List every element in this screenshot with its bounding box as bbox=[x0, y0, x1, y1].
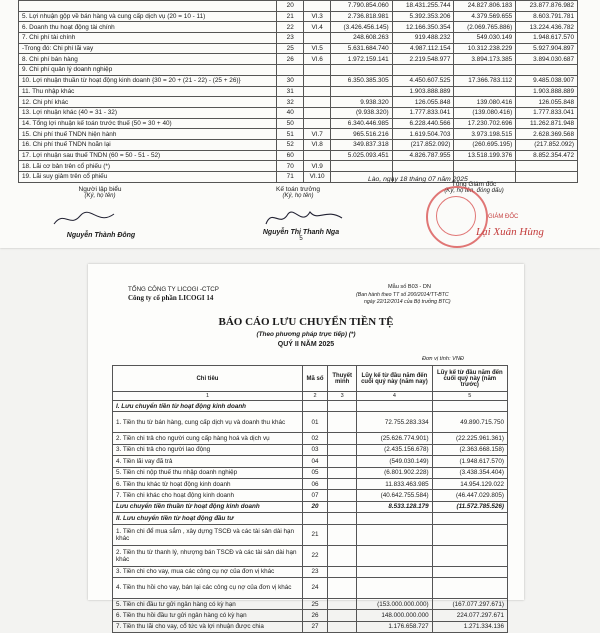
row-previous-quarter: 126.055.848 bbox=[392, 97, 454, 108]
row-note: VI.4 bbox=[304, 22, 330, 33]
row-ytd-previous: 9.485.038.907 bbox=[516, 75, 578, 86]
row-note: VI.5 bbox=[304, 43, 330, 54]
row-previous-quarter: 18.431.255.744 bbox=[392, 1, 454, 12]
row-code: 20 bbox=[277, 1, 304, 12]
row-ytd-previous: 13.224.436.782 bbox=[516, 22, 578, 33]
row-previous-quarter: 1.903.888.889 bbox=[392, 86, 454, 97]
cash-flow-table bbox=[112, 365, 508, 633]
accountant-hint: (Ký, họ tên) bbox=[282, 193, 314, 199]
row-code: 30 bbox=[277, 75, 304, 86]
row-previous-quarter: 1.777.833.041 bbox=[392, 107, 454, 118]
row-label: 5. Lợi nhuận gộp về bán hàng và cung cấp dịch vụ (20 = 10 - 11) bbox=[19, 11, 277, 22]
row-note bbox=[328, 577, 357, 598]
row-label: 8. Chi phí bán hàng bbox=[19, 54, 277, 65]
cash-flow-row bbox=[113, 598, 508, 609]
row-note: VI.6 bbox=[304, 54, 330, 65]
row-previous-quarter: 919.488.232 bbox=[392, 33, 454, 44]
row-label: Lưu chuyển tiền thuần từ hoạt động kinh doanh bbox=[113, 501, 303, 512]
row-ytd-previous: 8.603.791.781 bbox=[516, 11, 578, 22]
row-code: 32 bbox=[277, 97, 304, 108]
row-current-quarter: 1.972.159.141 bbox=[330, 54, 392, 65]
row-current-ytd: 148.000.000.000 bbox=[357, 610, 432, 621]
section-row bbox=[113, 513, 508, 524]
row-ytd-current: 3.894.173.385 bbox=[454, 54, 516, 65]
row-code bbox=[302, 513, 327, 524]
income-row bbox=[19, 22, 578, 33]
cash-flow-row bbox=[113, 444, 508, 455]
row-note bbox=[304, 33, 330, 44]
row-previous-quarter: 4.450.607.525 bbox=[392, 75, 454, 86]
row-previous-ytd bbox=[432, 513, 507, 524]
row-note bbox=[304, 1, 330, 12]
row-code: 22 bbox=[302, 545, 327, 566]
row-label: 15. Chi phí thuế TNDN hiện hành bbox=[19, 129, 277, 140]
accountant-title: Kế toán trưởng bbox=[275, 186, 321, 193]
accountant-name: Nguyễn Thị Thanh Nga bbox=[262, 229, 340, 236]
row-current-quarter bbox=[330, 86, 392, 97]
income-row bbox=[19, 139, 578, 150]
cash-flow-row bbox=[113, 433, 508, 444]
section-row bbox=[113, 501, 508, 512]
row-ytd-current: (139.080.416) bbox=[454, 107, 516, 118]
row-note: VI.7 bbox=[304, 129, 330, 140]
row-note bbox=[328, 621, 357, 632]
report-period: QUÝ II NĂM 2025 bbox=[277, 341, 335, 348]
row-label: 6. Doanh thu hoạt động tài chính bbox=[19, 22, 277, 33]
row-label: 1. Tiền thu từ bán hàng, cung cấp dịch vụ và doanh thu khác bbox=[113, 412, 303, 433]
row-current-quarter: 7.790.854.060 bbox=[330, 1, 392, 12]
row-note bbox=[328, 478, 357, 489]
row-code: 02 bbox=[302, 433, 327, 444]
row-label: 4. Tiền thu hồi cho vay, bán lại các công cụ nợ của đơn vị khác bbox=[113, 577, 303, 598]
row-current-quarter: (3.426.456.145) bbox=[330, 22, 392, 33]
row-current-quarter: 9.938.320 bbox=[330, 97, 392, 108]
row-previous-ytd bbox=[432, 401, 507, 412]
cash-flow-row bbox=[113, 412, 508, 433]
row-label: 13. Lợi nhuận khác (40 = 31 - 32) bbox=[19, 107, 277, 118]
preparer-name: Nguyễn Thành Đông bbox=[66, 232, 136, 239]
row-current-ytd bbox=[357, 524, 432, 545]
row-current-quarter bbox=[330, 161, 392, 172]
income-row bbox=[19, 107, 578, 118]
row-current-ytd: (2.435.156.678) bbox=[357, 444, 432, 455]
row-previous-ytd: (22.225.961.361) bbox=[432, 433, 507, 444]
row-current-quarter bbox=[330, 65, 392, 76]
row-note bbox=[304, 118, 330, 129]
row-note bbox=[328, 566, 357, 577]
column-index: 1 bbox=[113, 392, 303, 401]
preparer-name-block bbox=[36, 232, 166, 239]
row-label: 11. Thu nhập khác bbox=[19, 86, 277, 97]
row-previous-ytd: 14.954.129.022 bbox=[432, 478, 507, 489]
income-row bbox=[19, 33, 578, 44]
row-current-quarter: 6.350.385.305 bbox=[330, 75, 392, 86]
row-label: 9. Chi phí quản lý doanh nghiệp bbox=[19, 65, 277, 76]
row-ytd-previous bbox=[516, 65, 578, 76]
row-code: 22 bbox=[277, 22, 304, 33]
director-name: Lại Xuân Hùng bbox=[476, 226, 544, 238]
accountant-block bbox=[228, 186, 368, 199]
row-current-quarter: (9.938.320) bbox=[330, 107, 392, 118]
row-current-quarter: 6.340.446.985 bbox=[330, 118, 392, 129]
row-label: 19. Lãi suy giảm trên cổ phiếu bbox=[19, 172, 277, 183]
cash-flow-row bbox=[113, 524, 508, 545]
row-note bbox=[328, 524, 357, 545]
row-code: 26 bbox=[277, 54, 304, 65]
row-code: 23 bbox=[277, 33, 304, 44]
row-ytd-previous: 11.262.871.948 bbox=[516, 118, 578, 129]
column-index: 2 bbox=[302, 392, 327, 401]
row-code: 21 bbox=[302, 524, 327, 545]
row-previous-ytd bbox=[432, 545, 507, 566]
row-label: 5. Tiền chi nộp thuế thu nhập doanh nghiệp bbox=[113, 467, 303, 478]
preparer-title: Người lập biểu bbox=[78, 186, 122, 193]
row-previous-ytd bbox=[432, 524, 507, 545]
row-code: 52 bbox=[277, 139, 304, 150]
row-code: 40 bbox=[277, 107, 304, 118]
row-previous-quarter: 2.219.548.977 bbox=[392, 54, 454, 65]
row-note bbox=[328, 545, 357, 566]
row-ytd-current: 17.366.783.112 bbox=[454, 75, 516, 86]
row-current-quarter: 349.837.318 bbox=[330, 139, 392, 150]
row-ytd-current: (2.069.765.886) bbox=[454, 22, 516, 33]
row-current-quarter: 2.736.818.981 bbox=[330, 11, 392, 22]
row-code: 07 bbox=[302, 490, 327, 501]
row-note bbox=[304, 107, 330, 118]
row-current-ytd: (40.642.755.584) bbox=[357, 490, 432, 501]
director-role: GIÁM ĐỐC bbox=[488, 214, 519, 220]
cash-flow-row bbox=[113, 577, 508, 598]
preparer-block bbox=[40, 186, 160, 199]
row-ytd-current bbox=[454, 86, 516, 97]
row-note bbox=[304, 75, 330, 86]
row-ytd-current: 3.973.198.515 bbox=[454, 129, 516, 140]
row-current-ytd: 1.176.658.727 bbox=[357, 621, 432, 632]
row-note bbox=[304, 97, 330, 108]
row-previous-ytd: 49.890.715.750 bbox=[432, 412, 507, 433]
row-previous-quarter: 5.392.353.206 bbox=[392, 11, 454, 22]
income-row bbox=[19, 97, 578, 108]
row-code: 03 bbox=[302, 444, 327, 455]
row-note bbox=[328, 501, 357, 512]
row-note: VI.8 bbox=[304, 139, 330, 150]
report-title: BÁO CÁO LƯU CHUYỂN TIỀN TỆ bbox=[218, 316, 394, 328]
column-index: 4 bbox=[357, 392, 432, 401]
row-current-ytd bbox=[357, 545, 432, 566]
row-ytd-current: 17.230.702.696 bbox=[454, 118, 516, 129]
row-label bbox=[19, 1, 277, 12]
form-note-2: ngày 22/12/2014 của Bộ trưởng BTC) bbox=[364, 299, 451, 305]
row-code: 51 bbox=[277, 129, 304, 140]
row-previous-ytd: (3.438.354.404) bbox=[432, 467, 507, 478]
row-note bbox=[328, 433, 357, 444]
row-label: 16. Chi phí thuế TNDN hoãn lại bbox=[19, 139, 277, 150]
company-name: Công ty cổ phần LICOGI 14 bbox=[128, 294, 214, 302]
row-ytd-current bbox=[454, 65, 516, 76]
row-ytd-current bbox=[454, 161, 516, 172]
income-row bbox=[19, 1, 578, 12]
row-previous-quarter: 12.166.350.354 bbox=[392, 22, 454, 33]
row-previous-ytd: (167.077.297.671) bbox=[432, 598, 507, 609]
row-current-ytd: (549.030.149) bbox=[357, 456, 432, 467]
form-note-1: (Ban hành theo TT số 200/2014/TT-BTC bbox=[356, 292, 449, 298]
parent-company: TỔNG CÔNG TY LICOGI -CTCP bbox=[128, 286, 219, 293]
preparer-hint: (Ký, họ tên) bbox=[84, 193, 116, 199]
row-ytd-previous: 1.948.617.570 bbox=[516, 33, 578, 44]
column-index-row bbox=[113, 392, 508, 401]
row-previous-ytd bbox=[432, 566, 507, 577]
income-statement-table bbox=[18, 0, 578, 183]
cash-flow-row bbox=[113, 467, 508, 478]
row-label: 5. Tiền chi đầu tư gửi ngân hàng có kỳ hạn bbox=[113, 598, 303, 609]
form-code: Mẫu số B03 - DN bbox=[388, 284, 431, 290]
cash-flow-row bbox=[113, 566, 508, 577]
row-current-ytd: (6.801.902.228) bbox=[357, 467, 432, 478]
income-statement-page bbox=[0, 0, 600, 248]
row-note bbox=[304, 150, 330, 161]
income-row bbox=[19, 11, 578, 22]
row-code: 25 bbox=[302, 598, 327, 609]
row-note bbox=[328, 598, 357, 609]
row-ytd-previous: 1.903.888.889 bbox=[516, 86, 578, 97]
income-row bbox=[19, 54, 578, 65]
row-previous-quarter bbox=[392, 65, 454, 76]
row-note bbox=[328, 513, 357, 524]
row-label: 6. Tiền thu khác từ hoạt động kinh doanh bbox=[113, 478, 303, 489]
row-ytd-current: 10.312.238.229 bbox=[454, 43, 516, 54]
row-code: 20 bbox=[302, 501, 327, 512]
row-current-ytd: 11.833.463.985 bbox=[357, 478, 432, 489]
row-current-ytd: (153.000.000.000) bbox=[357, 598, 432, 609]
row-previous-ytd bbox=[432, 577, 507, 598]
income-row bbox=[19, 65, 578, 76]
row-code bbox=[277, 65, 304, 76]
section-row bbox=[113, 401, 508, 412]
row-current-ytd bbox=[357, 577, 432, 598]
row-ytd-current: (260.695.195) bbox=[454, 139, 516, 150]
row-previous-quarter bbox=[392, 161, 454, 172]
row-ytd-previous: 23.877.876.982 bbox=[516, 1, 578, 12]
row-code: 01 bbox=[302, 412, 327, 433]
row-code: 71 bbox=[277, 172, 304, 183]
row-code: 23 bbox=[302, 566, 327, 577]
row-label: 3. Tiền chi trả cho người lao động bbox=[113, 444, 303, 455]
row-code: 06 bbox=[302, 478, 327, 489]
header-item: Chỉ tiêu bbox=[113, 366, 303, 392]
row-note bbox=[304, 86, 330, 97]
report-method: (Theo phương pháp trực tiếp) (*) bbox=[256, 331, 356, 338]
row-previous-quarter: 6.228.440.566 bbox=[392, 118, 454, 129]
row-label: 2. Tiền thu từ thanh lý, nhượng bán TSCĐ và các tài sản dài hạn khác bbox=[113, 545, 303, 566]
row-ytd-previous: 2.628.369.568 bbox=[516, 129, 578, 140]
row-note: VI.10 bbox=[304, 172, 330, 183]
row-label: 12. Chi phí khác bbox=[19, 97, 277, 108]
row-note bbox=[328, 490, 357, 501]
row-current-ytd bbox=[357, 401, 432, 412]
row-note bbox=[328, 456, 357, 467]
cash-flow-row bbox=[113, 456, 508, 467]
preparer-signature bbox=[50, 208, 120, 230]
row-code: 04 bbox=[302, 456, 327, 467]
row-note: VI.9 bbox=[304, 161, 330, 172]
row-label: 17. Lợi nhuận sau thuế TNDN (60 = 50 - 51 - 52) bbox=[19, 150, 277, 161]
row-ytd-previous bbox=[516, 161, 578, 172]
income-row bbox=[19, 150, 578, 161]
cash-flow-row bbox=[113, 490, 508, 501]
row-current-ytd: (25.626.774.901) bbox=[357, 433, 432, 444]
row-note bbox=[304, 65, 330, 76]
row-current-quarter: 248.608.263 bbox=[330, 33, 392, 44]
row-ytd-previous: 1.777.833.041 bbox=[516, 107, 578, 118]
row-ytd-previous: 126.055.848 bbox=[516, 97, 578, 108]
row-current-ytd bbox=[357, 513, 432, 524]
row-label: II. Lưu chuyển tiền từ hoạt động đầu tư bbox=[113, 513, 303, 524]
currency-unit: Đơn vị tính: VNĐ bbox=[422, 356, 464, 362]
row-code: 24 bbox=[302, 577, 327, 598]
cash-flow-row bbox=[113, 545, 508, 566]
row-label: 3. Tiền chi cho vay, mua các công cụ nợ của đơn vị khác bbox=[113, 566, 303, 577]
income-row bbox=[19, 118, 578, 129]
row-current-ytd: 8.533.128.179 bbox=[357, 501, 432, 512]
column-index: 5 bbox=[432, 392, 507, 401]
row-previous-ytd: (2.363.668.158) bbox=[432, 444, 507, 455]
row-previous-quarter: 1.619.504.703 bbox=[392, 129, 454, 140]
row-previous-quarter: (217.852.092) bbox=[392, 139, 454, 150]
row-code: 05 bbox=[302, 467, 327, 478]
row-previous-quarter: 4.826.787.955 bbox=[392, 150, 454, 161]
row-previous-ytd: (11.572.785.526) bbox=[432, 501, 507, 512]
cash-flow-row bbox=[113, 621, 508, 632]
row-ytd-current: 4.379.569.655 bbox=[454, 11, 516, 22]
row-label: 7. Tiền chi khác cho hoạt động kinh doanh bbox=[113, 490, 303, 501]
row-current-quarter: 965.516.216 bbox=[330, 129, 392, 140]
row-label: 6. Tiền thu hồi đầu tư gửi ngân hàng có kỳ hạn bbox=[113, 610, 303, 621]
row-label: -Trong đó: Chi phí lãi vay bbox=[19, 43, 277, 54]
row-note bbox=[328, 444, 357, 455]
report-date: Lào, ngày 18 tháng 07 năm 2025 bbox=[368, 176, 468, 183]
row-label: 14. Tổng lợi nhuận kế toán trước thuế (50 = 30 + 40) bbox=[19, 118, 277, 129]
director-title: Tổng Giám đốc bbox=[451, 181, 497, 188]
row-code bbox=[302, 401, 327, 412]
income-row bbox=[19, 161, 578, 172]
income-row bbox=[19, 129, 578, 140]
row-previous-ytd: 224.077.297.671 bbox=[432, 610, 507, 621]
cash-flow-row bbox=[113, 610, 508, 621]
row-note bbox=[328, 467, 357, 478]
row-previous-ytd: (1.948.617.570) bbox=[432, 456, 507, 467]
row-label: 2. Tiền chi trả cho người cung cấp hàng hoá và dịch vụ bbox=[113, 433, 303, 444]
row-ytd-current: 139.080.416 bbox=[454, 97, 516, 108]
header-previous-ytd: Lũy kế từ đầu năm đến cuối quý này (năm trước) bbox=[432, 366, 507, 392]
column-index: 3 bbox=[328, 392, 357, 401]
row-previous-ytd: (46.447.029.805) bbox=[432, 490, 507, 501]
income-row bbox=[19, 86, 578, 97]
row-code: 60 bbox=[277, 150, 304, 161]
row-previous-quarter: 4.987.112.154 bbox=[392, 43, 454, 54]
row-note bbox=[328, 401, 357, 412]
page-number: 5 bbox=[299, 236, 303, 242]
row-ytd-current: 24.827.806.183 bbox=[454, 1, 516, 12]
header-code: Mã số bbox=[302, 366, 327, 392]
row-ytd-previous: 5.927.904.897 bbox=[516, 43, 578, 54]
row-ytd-previous: 3.894.030.687 bbox=[516, 54, 578, 65]
header-note: Thuyết minh bbox=[328, 366, 357, 392]
header-current-ytd: Lũy kế từ đầu năm đến cuối quý này (năm nay) bbox=[357, 366, 432, 392]
row-code: 50 bbox=[277, 118, 304, 129]
row-label: 10. Lợi nhuận thuần từ hoạt động kinh doanh {30 = 20 + (21 - 22) - (25 + 26)} bbox=[19, 75, 277, 86]
row-code: 26 bbox=[302, 610, 327, 621]
row-current-ytd: 72.755.283.334 bbox=[357, 412, 432, 433]
row-code: 27 bbox=[302, 621, 327, 632]
row-ytd-previous: 8.852.354.472 bbox=[516, 150, 578, 161]
row-note: VI.3 bbox=[304, 11, 330, 22]
row-label: 7. Tiền thu lãi cho vay, cổ tức và lợi nhuận được chia bbox=[113, 621, 303, 632]
income-row bbox=[19, 75, 578, 86]
row-code: 31 bbox=[277, 86, 304, 97]
row-note bbox=[328, 610, 357, 621]
accountant-signature bbox=[262, 204, 346, 230]
row-current-quarter: 5.631.684.740 bbox=[330, 43, 392, 54]
row-label: 4. Tiền lãi vay đã trả bbox=[113, 456, 303, 467]
row-code: 21 bbox=[277, 11, 304, 22]
director-hint: (Ký, họ tên, đóng dấu) bbox=[444, 188, 504, 194]
row-ytd-current: 13.518.199.376 bbox=[454, 150, 516, 161]
row-note bbox=[328, 412, 357, 433]
row-label: 7. Chi phí tài chính bbox=[19, 33, 277, 44]
row-ytd-current: 549.030.149 bbox=[454, 33, 516, 44]
row-ytd-previous: (217.852.092) bbox=[516, 139, 578, 150]
row-previous-ytd: 1.271.334.136 bbox=[432, 621, 507, 632]
cash-flow-page bbox=[88, 264, 524, 631]
income-row bbox=[19, 43, 578, 54]
row-label: 18. Lãi cơ bản trên cổ phiếu (*) bbox=[19, 161, 277, 172]
row-code: 25 bbox=[277, 43, 304, 54]
row-label: I. Lưu chuyển tiền từ hoạt động kinh doanh bbox=[113, 401, 303, 412]
row-current-ytd bbox=[357, 566, 432, 577]
row-code: 70 bbox=[277, 161, 304, 172]
cash-flow-row bbox=[113, 478, 508, 489]
row-current-quarter: 5.025.093.451 bbox=[330, 150, 392, 161]
accountant-name-block bbox=[226, 229, 376, 242]
row-label: 1. Tiền chi để mua sắm , xây dựng TSCĐ và các tài sản dài hạn khác bbox=[113, 524, 303, 545]
company-stamp bbox=[426, 186, 488, 248]
